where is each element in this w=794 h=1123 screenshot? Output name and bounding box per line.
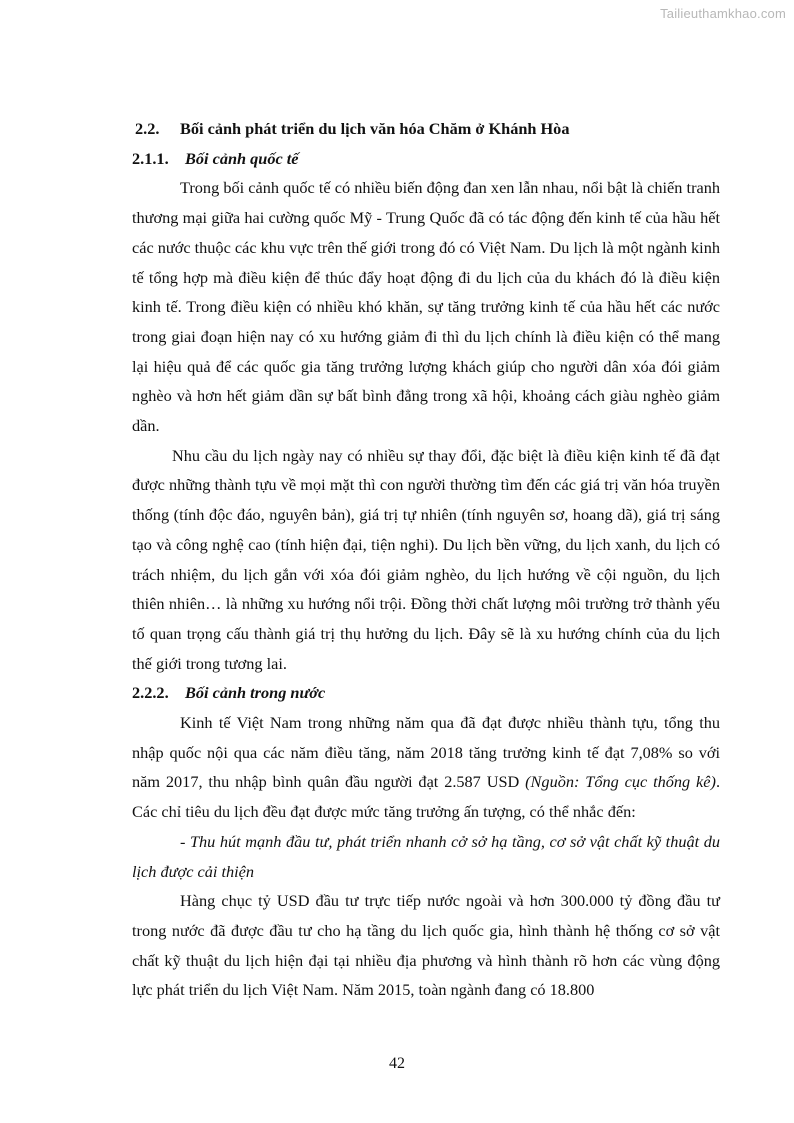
watermark-text: Tailieuthamkhao.com xyxy=(660,6,786,21)
bullet-investment: - Thu hút mạnh đầu tư, phát triển nhanh cở sở hạ tầng, cơ sở vật chất kỹ thuật du lịch được cải thiện xyxy=(132,831,720,881)
subsection-1-number: 2.1.1. xyxy=(132,148,169,168)
page-number: 42 xyxy=(389,1055,405,1072)
section-heading xyxy=(132,114,720,144)
paragraph-domestic-2: Hàng chục tỷ USD đầu tư trực tiếp nước ngoài và hơn 300.000 tỷ đồng đầu tư trong nước đã được đầu tư cho hạ tầng du lịch quốc gia, hình thành hệ thống cơ sở vật chất kỹ thuật du lịch hiện đại tại nhiều địa phương và hình thành rõ hơn các vùng động lực phát triển du lịch Việt Nam. Năm 2015, toàn ngành đang có 18.800 xyxy=(132,891,720,1000)
paragraph-domestic-1-tail: . Các chỉ tiêu du lịch đều đạt được mức tăng trưởng ấn tượng, có thể nhắc đến: xyxy=(132,772,721,822)
document-page xyxy=(132,114,720,1005)
section-number: 2.2. xyxy=(135,119,160,138)
subsection-1-title: Bối cảnh quốc tế xyxy=(185,148,299,168)
subsection-2-number: 2.2.2. xyxy=(132,683,169,703)
section-title: Bối cảnh phát triển du lịch văn hóa Chăm ở Khánh Hòa xyxy=(180,119,570,138)
paragraph-domestic-1 xyxy=(132,708,720,827)
subsection-1-heading xyxy=(132,144,720,174)
subsection-2-heading xyxy=(132,678,720,708)
paragraph-domestic-1-text: Kinh tế Việt Nam trong những năm qua đã đạt được nhiều thành tựu, tổng thu nhập quốc nội qua các năm điều tăng, năm 2018 tăng trưởng kinh tế đạt 7,08% so với năm 2017, thu nhập bình quân đầu người đạt 2.587 USD xyxy=(132,713,720,792)
paragraph-international-1: Trong bối cảnh quốc tế có nhiều biến động đan xen lẫn nhau, nổi bật là chiến tranh thương mại giữa hai cường quốc Mỹ - Trung Quốc đã có tác động đến kinh tế của hầu hết các nước thuộc các khu vực trên thế giới trong đó có Việt Nam. Du lịch là một ngành kinh tế tổng hợp mà điều kiện để thúc đẩy hoạt động đi du lịch của du khách đó là điều kiện kinh tế. Trong điều kiện có nhiều khó khăn, sự tăng trưởng kinh tế của hầu hết các nước trong giai đoạn hiện nay có xu hướng giảm đi thì du lịch chính là điều kiện có thể mang lại hiệu quả để các quốc gia tăng trưởng lượng khách giúp cho người dân xóa đói giảm nghèo và hơn hết giảm dần sự bất bình đẳng trong xã hội, khoảng cách giàu nghèo giảm dần. xyxy=(132,178,720,436)
paragraph-international-2: Nhu cầu du lịch ngày nay có nhiều sự thay đổi, đặc biệt là điều kiện kinh tế đã đạt được những thành tựu về mọi mặt thì con người thường tìm đến các giá trị văn hóa truyền thống (tính độc đáo, nguyên bản), giá trị tự nhiên (tính nguyên sơ, hoang dã), giá trị sáng tạo và công nghệ cao (tính hiện đại, tiện nghi). Du lịch bền vững, du lịch xanh, du lịch có trách nhiệm, du lịch gắn với xóa đói giảm nghèo, du lịch hướng về cội nguồn, du lịch thiên nhiên… là những xu hướng nổi trội. Đồng thời chất lượng môi trường trở thành yếu tố quan trọng cấu thành giá trị thụ hưởng du lịch. Đây sẽ là xu hướng chính của du lịch thế giới trong tương lai. xyxy=(132,445,720,673)
source-citation: (Nguồn: Tổng cục thống kê) xyxy=(525,772,716,792)
subsection-2-title: Bối cảnh trong nước xyxy=(185,683,326,703)
